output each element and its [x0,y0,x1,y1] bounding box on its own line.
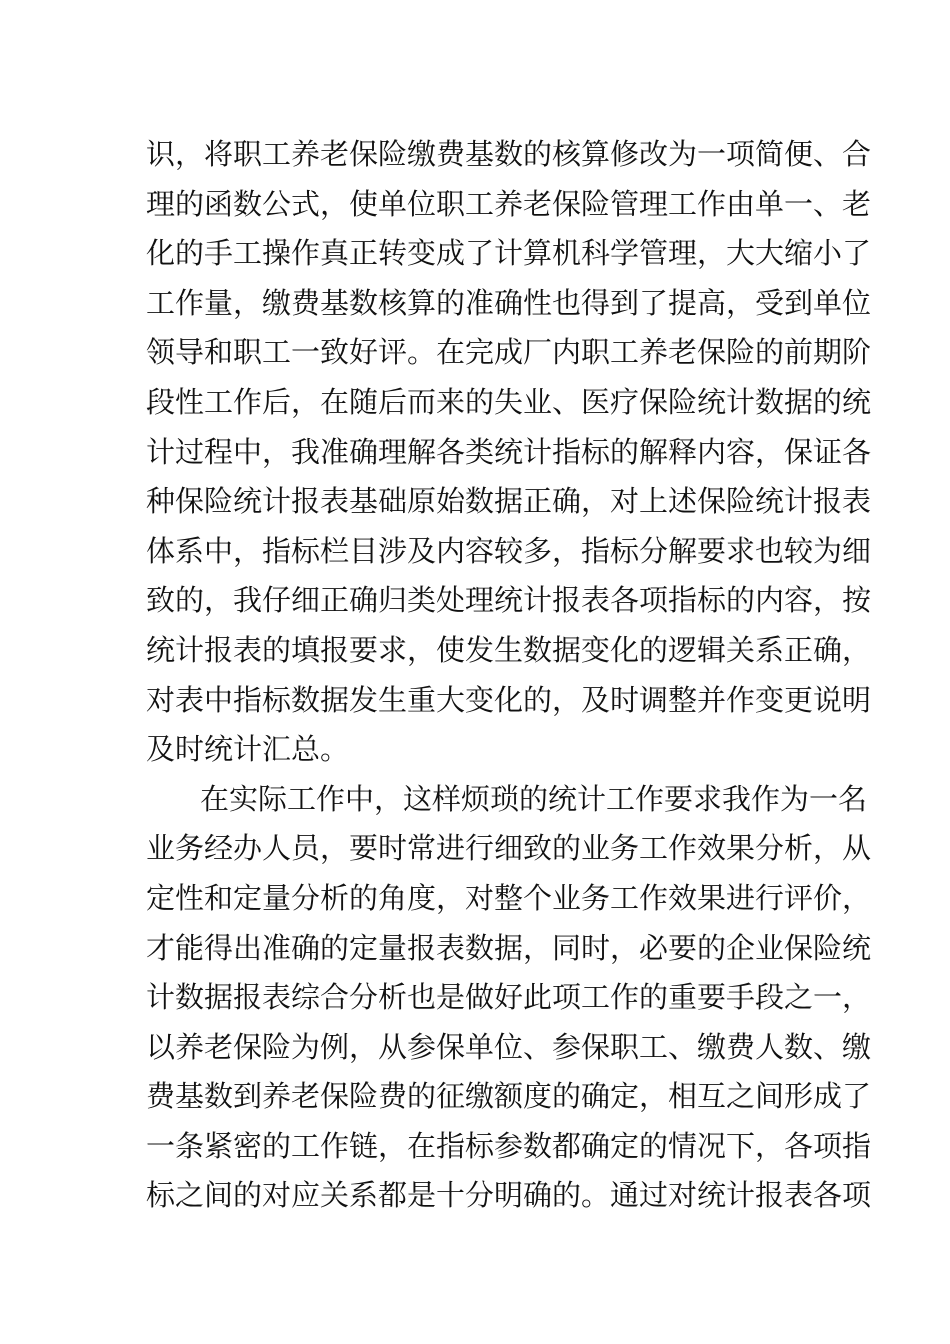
text-line: 定性和定量分析的角度，对整个业务工作效果进行评价， [146,880,872,915]
text-line: 以养老保险为例，从参保单位、参保职工、缴费人数、缴 [146,1029,872,1064]
body-text [146,130,872,1221]
text-line: 领导和职工一致好评。在完成厂内职工养老保险的前期阶 [146,335,872,370]
text-line: 段性工作后，在随后而来的失业、医疗保险统计数据的统 [146,384,872,419]
text-line: 费基数到养老保险费的征缴额度的确定，相互之间形成了 [146,1079,872,1114]
text-line: 统计报表的填报要求，使发生数据变化的逻辑关系正确， [146,632,872,667]
text-line: 理的函数公式，使单位职工养老保险管理工作由单一、老 [146,186,872,221]
text-line: 体系中，指标栏目涉及内容较多，指标分解要求也较为细 [146,533,872,568]
text-line: 计数据报表综合分析也是做好此项工作的重要手段之一， [146,980,872,1015]
paragraph-2 [146,775,872,1221]
text-line: 一条紧密的工作链，在指标参数都确定的情况下，各项指 [146,1128,872,1163]
text-line: 化的手工操作真正转变成了计算机科学管理，大大缩小了 [146,236,872,271]
text-line: 在实际工作中，这样烦琐的统计工作要求我作为一名 [200,781,868,816]
text-line: 对表中指标数据发生重大变化的，及时调整并作变更说明 [146,682,872,717]
text-line: 计过程中，我准确理解各类统计指标的解释内容，保证各 [146,434,872,469]
text-line: 标之间的对应关系都是十分明确的。通过对统计报表各项 [146,1178,872,1213]
paragraph-1 [146,130,872,775]
text-line: 识，将职工养老保险缴费基数的核算修改为一项简便、合 [146,137,872,171]
text-line: 致的，我仔细正确归类处理统计报表各项指标的内容，按 [146,583,872,618]
text-line: 业务经办人员，要时常进行细致的业务工作效果分析，从 [146,831,872,866]
text-line: 及时统计汇总。 [146,732,350,767]
text-line: 种保险统计报表基础原始数据正确，对上述保险统计报表 [146,484,872,519]
text-line: 才能得出准确的定量报表数据，同时，必要的企业保险统 [146,930,872,965]
text-line: 工作量，缴费基数核算的准确性也得到了提高，受到单位 [146,285,872,320]
